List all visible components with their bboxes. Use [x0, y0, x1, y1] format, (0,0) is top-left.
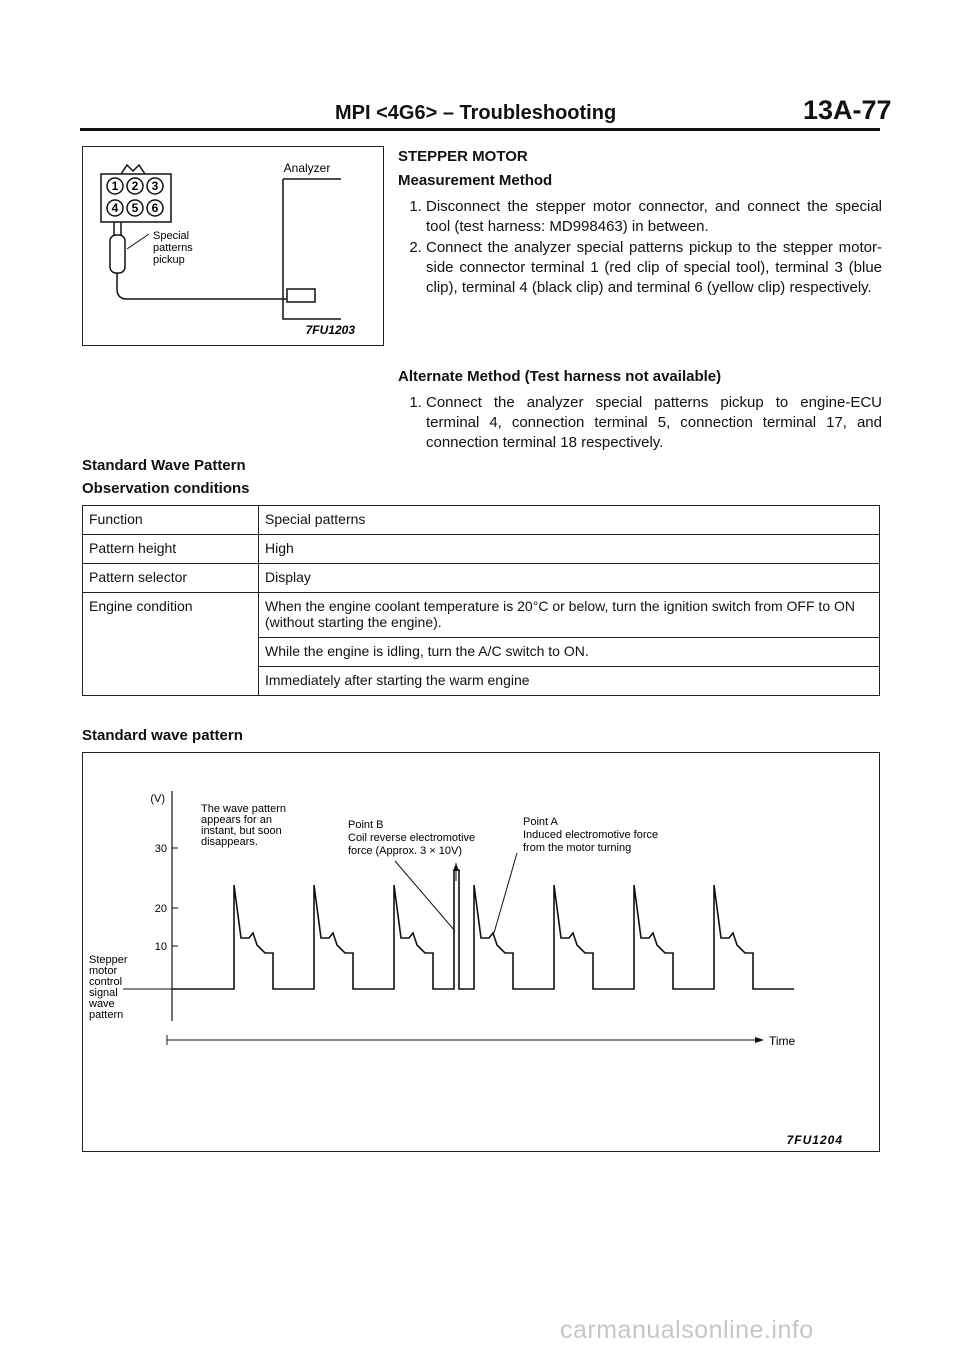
row-value: When the engine coolant temperature is 20°C or below, turn the ignition switch from OFF to ON (without starting the engine).	[259, 593, 880, 638]
table-row	[83, 535, 880, 564]
pattern-note: The wave pattern appears for an instant, but soon disappears.	[201, 803, 286, 848]
row-label: Pattern selector	[83, 564, 259, 593]
figure2-code: 7FU1204	[786, 1133, 843, 1147]
alternate-method-title: Alternate Method (Test harness not available)	[398, 368, 722, 385]
row-label: Pattern height	[83, 535, 259, 564]
pickup-cable	[117, 273, 287, 299]
wave-pattern-figure	[82, 752, 880, 1152]
pin-1-label: 1	[111, 179, 119, 193]
time-label: Time	[769, 1034, 796, 1048]
page-number: 13A-77	[803, 95, 892, 125]
row-label: Function	[83, 506, 259, 535]
alt-step-1: 1. Connect the analyzer special patterns pickup to engine-ECU terminal 4, connection terminal 5, connection terminal 17, and connection terminal 18 respectively.	[426, 393, 882, 453]
pickup-label: Special patterns pickup	[153, 230, 193, 266]
alternate-method-section	[398, 367, 882, 454]
pin-5-label: 5	[131, 201, 139, 215]
measurement-steps	[398, 197, 882, 298]
analyzer-connector	[287, 289, 315, 302]
watermark: carmanualsonline.info	[560, 1316, 814, 1344]
analyzer-connection-diagram	[83, 147, 383, 345]
y-tick-20: 20	[154, 903, 167, 915]
observation-conditions-heading: Observation conditions	[82, 480, 250, 497]
y-tick-10: 10	[154, 941, 167, 953]
page-header-title: MPI <4G6> – Troubleshooting	[335, 102, 617, 124]
standard-headings	[82, 457, 250, 497]
row-label: Engine condition	[83, 593, 259, 696]
pin-3-label: 3	[151, 179, 159, 193]
standard-wave-heading: Standard Wave Pattern	[82, 457, 246, 474]
point-b-label: Point B Coil reverse electromotive force (Approx. 3 × 10V)	[348, 819, 476, 857]
wave-pattern-diagram	[83, 753, 879, 1151]
step-2: 2. Connect the analyzer special patterns pickup to the stepper motor-side connector terminal 1 (red clip of special tool), terminal 3 (blue clip), terminal 4 (black clip) and terminal 6 (yellow clip) respectively.	[426, 238, 882, 298]
stepper-title: STEPPER MOTOR	[398, 148, 528, 165]
row-value: Display	[259, 564, 880, 593]
analyzer-label: Analyzer	[283, 161, 331, 175]
analyzer-connection-figure	[82, 146, 384, 346]
point-a-leader	[494, 853, 517, 933]
point-a-label: Point A Induced electromotive force from the motor turning	[523, 816, 659, 854]
figure1-code: 7FU1203	[305, 323, 355, 337]
row-value: High	[259, 535, 880, 564]
point-b-leader	[395, 861, 455, 931]
measurement-method-title: Measurement Method	[398, 172, 553, 189]
standard-wave-pattern-heading: Standard wave pattern	[82, 727, 243, 744]
table-row	[83, 593, 880, 638]
y-axis-label: Stepper motor control signal wave pattern	[89, 954, 128, 1021]
y-tick-30: 30	[154, 843, 167, 855]
header-rule	[80, 128, 880, 131]
step-1: 1. Disconnect the stepper motor connector, and connect the special tool (test harness: MD998463) in between.	[426, 197, 882, 237]
stepper-wave-trace	[172, 870, 794, 989]
table-row	[83, 506, 880, 535]
observation-conditions-table	[82, 505, 880, 696]
pin-4-label: 4	[111, 201, 119, 215]
row-value: Immediately after starting the warm engine	[259, 667, 880, 696]
alternate-steps	[398, 393, 882, 453]
y-unit: (V)	[150, 793, 165, 805]
row-value: Special patterns	[259, 506, 880, 535]
stepper-motor-section	[398, 147, 882, 299]
wave-heading-wrap	[82, 727, 243, 744]
pin-2-label: 2	[131, 179, 139, 193]
pin-6-label: 6	[151, 201, 159, 215]
table-row	[83, 564, 880, 593]
row-value: While the engine is idling, turn the A/C switch to ON.	[259, 638, 880, 667]
pickup-clamp	[110, 235, 125, 273]
